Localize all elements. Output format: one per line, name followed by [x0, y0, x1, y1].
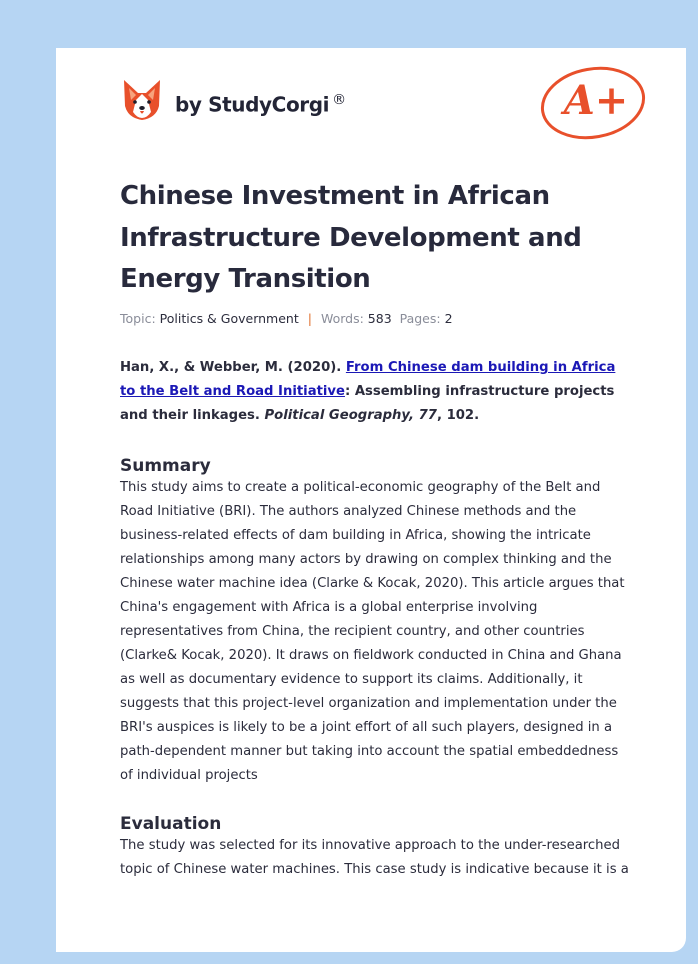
pages-count: 2: [444, 311, 453, 326]
summary-paragraph: This study aims to create a political-economic geography of the Belt and Road Initiative (BRI). The authors analyzed Chinese methods and the business-related effects of dam building in Africa, showing the intricate relationships among many actors by drawing on complex thinking and the Chinese water machine idea (Clarke & Kocak, 2020). This article argues that China's engagement with Africa is a global enterprise involving representatives from China, the recipient country, and other countries (Clarke& Kocak, 2020). It draws on fieldwork conducted in China and Ghana as well as documentary evidence to support its claims. Additionally, it suggests that this project-level organization and implementation under the BRI's auspices is likely to be a joint effort of all such players, designed in a path-dependent manner but taking into account the spatial embeddedness of individual projects: [120, 480, 625, 783]
page-title: Chinese Investment in African Infrastructure Development and Energy Transition: [120, 181, 582, 294]
summary-heading: Summary: [120, 456, 211, 476]
logo-wordmark: by StudyCorgi ®: [175, 91, 346, 117]
topic-label: Topic:: [120, 311, 156, 326]
reference-link[interactable]: From Chinese dam building in Africa to the Belt and Road Initiative: [120, 360, 616, 399]
meta-separator: |: [307, 311, 312, 326]
corgi-logo-icon: [122, 76, 162, 122]
words-label: Words:: [320, 311, 364, 326]
document-content: [120, 356, 630, 882]
evaluation-heading: Evaluation: [120, 814, 222, 834]
topic-link[interactable]: Politics & Government: [159, 311, 299, 326]
document-meta: [120, 311, 453, 326]
grade-text: A+: [563, 77, 629, 124]
pages-label: Pages:: [399, 311, 441, 326]
studycorgi-logo[interactable]: [122, 76, 346, 122]
a-plus-grade-badge: [538, 58, 650, 142]
document-page: [56, 48, 686, 952]
journal-name: Political Geography, 77: [264, 408, 437, 423]
evaluation-paragraph: The study was selected for its innovative approach to the under-researched topic of Chinese water machines. This case study is indicative because it is a: [120, 838, 629, 877]
reference-citation: Han, X., & Webber, M. (2020). From Chinese dam building in Africa to the Belt and Road Initiative: Assembling infrastructure projects and their linkages. Political Geography, 77, 102.: [120, 360, 616, 423]
words-count: 583: [367, 311, 392, 326]
